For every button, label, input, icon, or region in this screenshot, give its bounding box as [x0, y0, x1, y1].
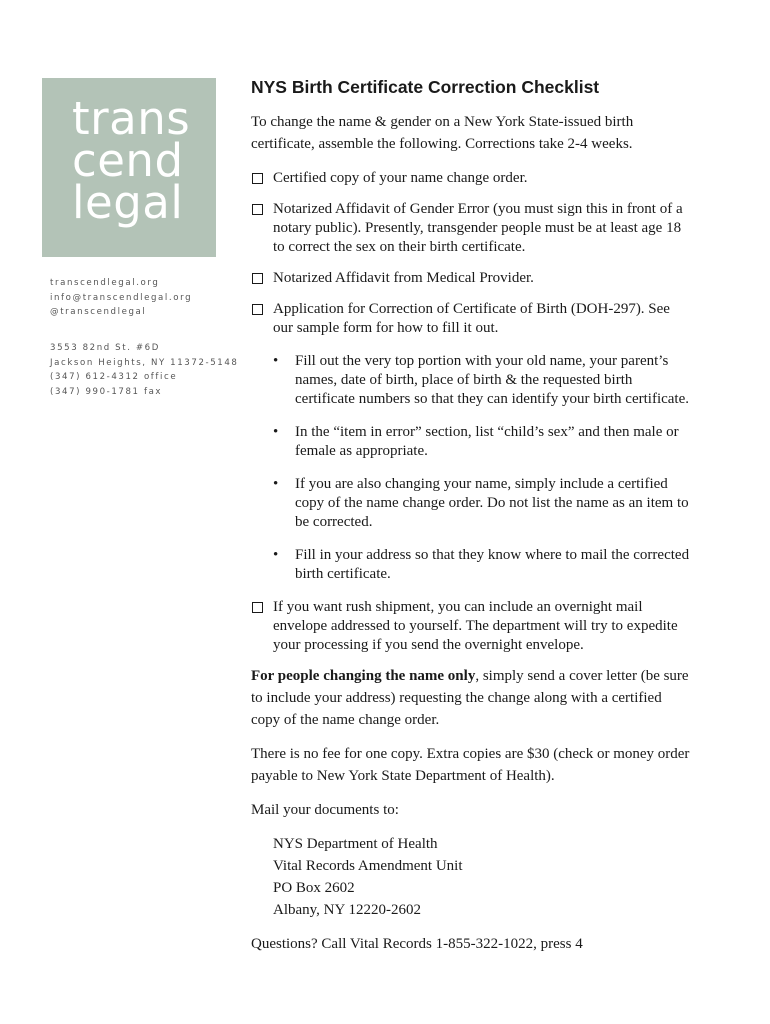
- checkbox-icon: [252, 304, 263, 315]
- bullet-icon: •: [273, 424, 279, 440]
- fee-paragraph: There is no fee for one copy. Extra copies are $30 (check or money order payable to New York State Department of Health).: [251, 746, 690, 784]
- address-line: PO Box 2602: [273, 880, 355, 896]
- social-handle[interactable]: @transcendlegal: [50, 307, 147, 317]
- checklist-item: Application for Correction of Certificate of Birth (DOH-297). See our sample form for how to fill it out.: [251, 300, 691, 338]
- address-line: Vital Records Amendment Unit: [273, 858, 463, 874]
- city-address: Jackson Heights, NY 11372-5148: [50, 357, 239, 368]
- transcend-legal-logo: [42, 78, 216, 257]
- checklist-item: Notarized Affidavit from Medical Provider.: [251, 269, 691, 288]
- email-link[interactable]: info@transcendlegal.org: [50, 292, 193, 303]
- checkbox-icon: [252, 173, 263, 184]
- document-body: [251, 75, 691, 955]
- checklist-item: Notarized Affidavit of Gender Error (you must sign this in front of a notary public). Presently, transgender people must be at least age 18 to correct the sex on their birth certificate.: [251, 200, 691, 257]
- street-address: 3553 82nd St. #6D: [50, 343, 160, 353]
- mailing-address: [251, 833, 691, 921]
- mail-intro: Mail your documents to:: [251, 802, 399, 818]
- logo-text-trans: trans: [72, 92, 191, 145]
- address-line: Albany, NY 12220-2602: [273, 902, 422, 918]
- logo-text-cend: cend: [72, 134, 184, 187]
- list-item: • Fill out the very top portion with your old name, your parent’s names, date of birth, place of birth & the requested birth certificate numbers so that they can identify your birth certificate.: [273, 353, 690, 407]
- name-only-paragraph: For people changing the name only, simply send a cover letter (be sure to include your address) requesting the change along with a certified copy of the name change order.: [251, 668, 689, 728]
- list-item: • If you are also changing your name, simply include a certified copy of the name change order. Do not list the name as an item to be corrected.: [273, 476, 689, 530]
- contact-address: [50, 341, 238, 399]
- name-only-emphasis: For people changing the name only: [251, 668, 476, 684]
- bullet-icon: •: [273, 547, 279, 563]
- office-phone: (347) 612-4312 office: [50, 372, 178, 382]
- list-item: • In the “item in error” section, list “child’s sex” and then male or female as appropriate.: [273, 424, 679, 459]
- page-title: NYS Birth Certificate Correction Checklist: [251, 77, 600, 97]
- list-item: • Fill in your address so that they know where to mail the corrected birth certificate.: [273, 547, 690, 582]
- checklist-item-rush: If you want rush shipment, you can include an overnight mail envelope addressed to yourself. The department will try to expedite your processing if you send the overnight envelope.: [251, 598, 691, 655]
- fax-number: (347) 990-1781 fax: [50, 386, 163, 397]
- bullet-icon: •: [273, 476, 279, 492]
- address-line: NYS Department of Health: [273, 836, 438, 852]
- contact-links: [50, 276, 192, 320]
- questions-line: Questions? Call Vital Records 1-855-322-1022, press 4: [251, 936, 583, 952]
- bullet-icon: •: [273, 353, 279, 369]
- checkbox-icon: [252, 204, 263, 215]
- website-link[interactable]: transcendlegal.org: [50, 278, 160, 288]
- checklist-item: Certified copy of your name change order.: [251, 169, 691, 188]
- checkbox-icon: [252, 602, 263, 613]
- intro-paragraph: To change the name & gender on a New York State-issued birth certificate, assemble the following. Corrections take 2-4 weeks.: [251, 114, 634, 152]
- checkbox-icon: [252, 273, 263, 284]
- logo-text-legal: legal: [72, 176, 184, 229]
